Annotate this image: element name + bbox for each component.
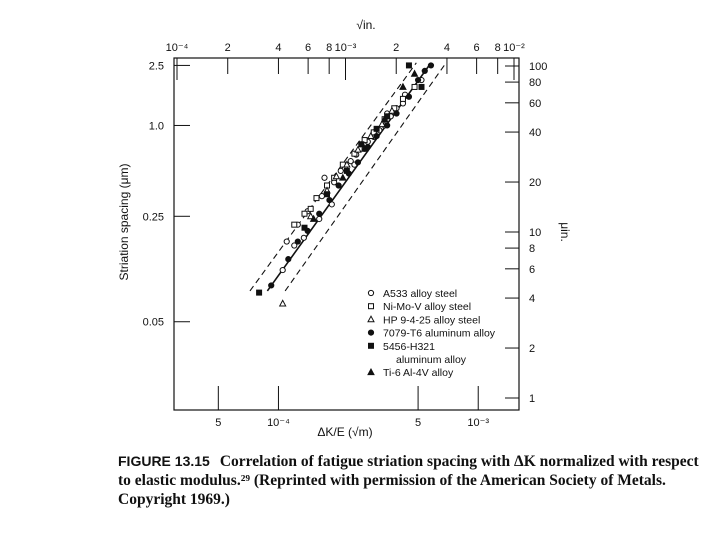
legend-marker — [368, 290, 373, 295]
data-point — [257, 290, 262, 295]
y-right-tick-label: 100 — [529, 61, 548, 73]
data-point — [327, 198, 332, 203]
caption-text: Correlation of fatigue striation spacing with ΔK normalized with respect to elastic modulus.²⁹ (Reprinted with permission of the American Society of Metals. Copyright 1969.) — [118, 453, 699, 508]
data-point — [314, 196, 319, 201]
data-point — [284, 239, 289, 244]
data-point — [295, 239, 300, 244]
data-point — [325, 192, 330, 197]
x-top-tick-label: 10⁻⁴ — [165, 42, 189, 54]
legend-label: A533 alloy steel — [383, 288, 458, 300]
data-point — [355, 160, 360, 165]
data-point — [317, 211, 322, 216]
legend-marker — [368, 330, 373, 335]
data-point — [302, 211, 307, 216]
x-top-tick-label: 6 — [473, 42, 480, 54]
legend-label: Ni-Mo-V alloy steel — [383, 301, 472, 314]
data-point — [280, 300, 286, 306]
x-top-tick-label: 6 — [305, 42, 312, 54]
data-point — [374, 134, 379, 139]
y-tick-label: 2.5 — [148, 60, 164, 73]
data-point — [286, 257, 291, 262]
legend-marker — [368, 316, 374, 322]
data-point — [359, 142, 364, 147]
x-tick-label: 5 — [415, 417, 422, 429]
legend-label: Ti-6 Al-4V alloy — [383, 367, 454, 380]
data-point — [406, 94, 411, 99]
x-top-tick-label: 8 — [326, 42, 333, 54]
data-point — [374, 126, 379, 131]
data-point — [301, 235, 306, 240]
data-point — [292, 222, 297, 227]
x-top-tick-label: 4 — [443, 42, 451, 54]
data-point — [419, 84, 424, 89]
x-tick-label: 10⁻⁴ — [267, 417, 290, 429]
data-point — [269, 283, 274, 288]
y-right-tick-label: 4 — [529, 293, 536, 306]
y-right-tick-label: 2 — [529, 343, 536, 356]
y-tick-label: 0.05 — [142, 316, 164, 329]
legend-marker — [369, 304, 374, 309]
y-right-tick-label: 10 — [529, 227, 542, 239]
y-tick-label: 0.25 — [142, 211, 164, 224]
legend-marker — [368, 369, 374, 375]
x-top-tick-label: 8 — [494, 42, 501, 54]
data-point — [340, 175, 346, 181]
data-point — [394, 111, 399, 116]
data-point — [322, 175, 327, 180]
bound-fit-line — [285, 63, 446, 291]
data-point — [336, 183, 341, 188]
x-top-tick-label: 10⁻³ — [334, 42, 357, 54]
x-tick-label: 10⁻³ — [467, 417, 490, 429]
legend-label: HP 9-4-25 alloy steel — [383, 314, 481, 327]
y-right-tick-label: 1 — [529, 393, 536, 405]
data-point — [280, 267, 285, 272]
plot-frame — [174, 58, 519, 410]
x-top-tick-label: 2 — [224, 42, 231, 54]
data-point — [412, 71, 418, 77]
data-point — [302, 225, 307, 230]
x-top-axis-title: √in. — [356, 18, 376, 32]
data-point — [412, 84, 417, 89]
data-point — [406, 63, 411, 68]
data-point — [308, 206, 313, 211]
figure-caption — [118, 452, 708, 509]
y-axis-title: Striation spacing (μm) — [117, 163, 131, 281]
y-right-tick-label: 80 — [529, 77, 542, 90]
y-right-tick-label: 60 — [529, 97, 542, 110]
data-point — [355, 147, 361, 153]
data-point — [319, 194, 324, 199]
data-point — [428, 63, 433, 68]
x-top-tick-label: 2 — [393, 42, 400, 54]
x-top-tick-label: 10⁻² — [503, 42, 525, 54]
y-right-axis-title: μin. — [558, 222, 572, 242]
data-point — [344, 168, 349, 173]
x-axis-title: ΔK/E (√m) — [317, 425, 373, 439]
data-point — [348, 159, 353, 164]
y-right-tick-label: 8 — [529, 243, 536, 256]
x-tick-label: 5 — [215, 417, 222, 429]
legend-label: 5456-H321 — [383, 340, 435, 353]
figure-label: FIGURE 13.15 — [118, 453, 210, 469]
data-point — [400, 96, 405, 101]
legend-label: aluminum alloy — [396, 354, 467, 366]
y-right-tick-label: 40 — [529, 127, 542, 140]
x-top-tick-label: 4 — [275, 42, 282, 54]
data-point — [385, 123, 390, 128]
legend-label: 7079-T6 aluminum alloy — [383, 327, 496, 340]
y-tick-label: 1.0 — [148, 120, 164, 133]
y-right-tick-label: 20 — [529, 177, 542, 190]
data-point — [422, 68, 427, 73]
data-point — [415, 77, 420, 82]
legend-marker — [369, 343, 374, 348]
data-point — [338, 168, 343, 173]
data-point — [317, 216, 322, 221]
y-right-tick-label: 6 — [529, 263, 536, 276]
